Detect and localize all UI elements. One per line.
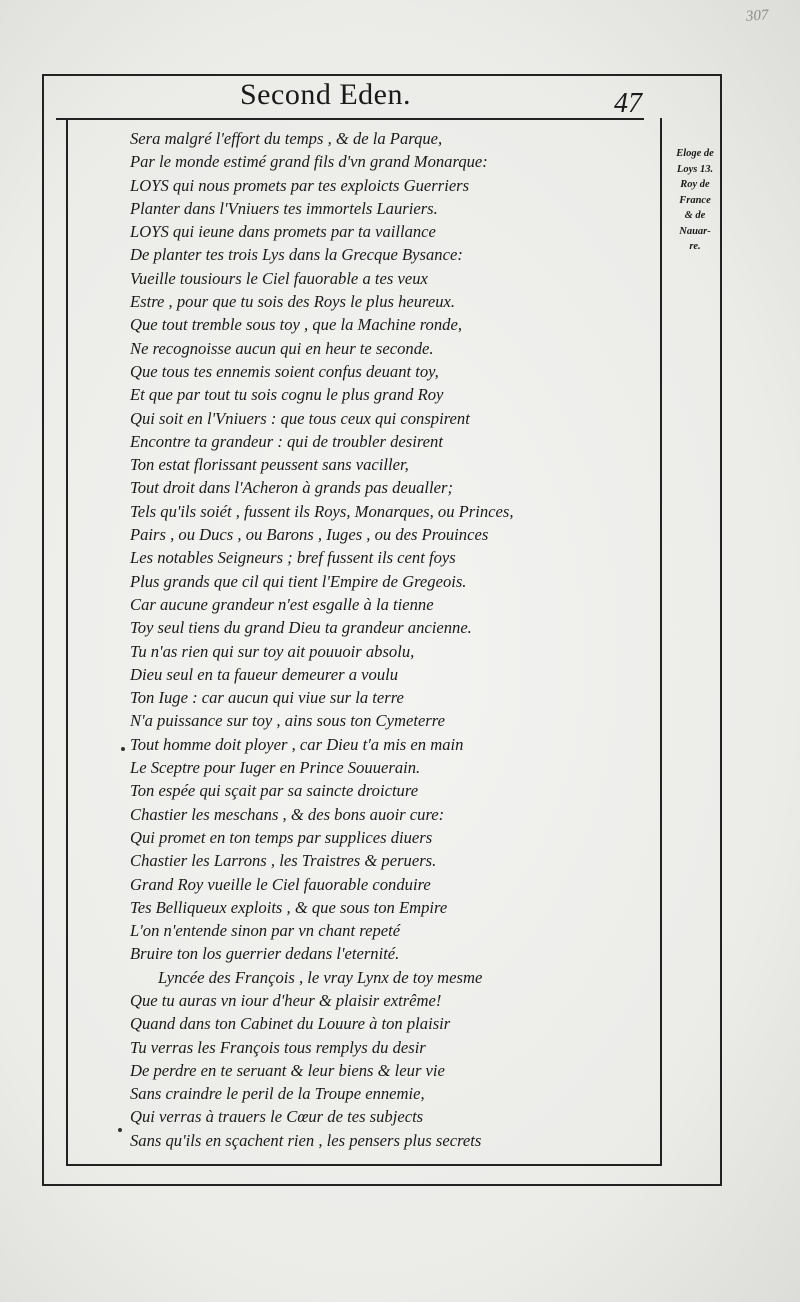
poem-line: Bruire ton los guerrier dedans l'eternité.: [130, 944, 400, 964]
poem-line: Vueille tousiours le Ciel fauorable a tes veux: [130, 268, 428, 288]
poem-line: Le Sceptre pour Iuger en Prince Souuerain.: [130, 758, 421, 778]
margin-note-line: re.: [689, 241, 701, 252]
poem-line: Qui verras à trauers le Cœur de tes subjects: [130, 1107, 424, 1127]
margin-bullet-mark: [118, 1128, 122, 1132]
poem-line: Tout homme doit ployer , car Dieu t'a mis en main: [130, 734, 464, 754]
poem-line: Grand Roy vueille le Ciel fauorable conduire: [130, 874, 431, 894]
poem-line: Chastier les meschans , & des bons auoir cure:: [130, 804, 445, 824]
poem-line: De planter tes trois Lys dans la Grecque Bysance:: [130, 245, 463, 265]
poem-line: Lyncée des François , le vray Lynx de toy mesme: [158, 967, 483, 987]
poem-line: LOYS qui nous promets par tes exploicts Guerriers: [130, 175, 470, 195]
poem-line: Estre , pour que tu sois des Roys le plus heureux.: [130, 292, 456, 312]
poem-line: LOYS qui ieune dans promets par ta vaillance: [130, 222, 436, 242]
poem-line: Tout droit dans l'Acheron à grands pas deualler;: [130, 478, 453, 498]
poem-line: Tes Belliqueux exploits , & que sous ton Empire: [130, 897, 448, 917]
handwritten-folio-number: 307: [745, 7, 769, 25]
poem-line: De perdre en te seruant & leur biens & leur vie: [130, 1060, 445, 1080]
poem-line: Car aucune grandeur n'est esgalle à la tienne: [130, 594, 434, 614]
poem-line: Ne recognoisse aucun qui en heur te seconde.: [130, 338, 434, 358]
poem-line: Plus grands que cil qui tient l'Empire de Gregeois.: [130, 571, 467, 591]
margin-note-line: Loys 13.: [676, 163, 714, 175]
poem-line: L'on n'entende sinon par vn chant repeté: [130, 921, 401, 941]
poem-line: Par le monde estimé grand fils d'vn grand Monarque:: [130, 152, 488, 172]
poem-line: Qui soit en l'Vniuers : que tous ceux qui conspirent: [130, 408, 470, 428]
poem-line: Chastier les Larrons , les Traistres & peruers.: [130, 851, 437, 871]
poem-line: Pairs , ou Ducs , ou Barons , Iuges , ou des Prouinces: [130, 525, 489, 545]
poem-line: Que tous tes ennemis soient confus deuant toy,: [130, 361, 439, 381]
poem-line: Planter dans l'Vniuers tes immortels Lauriers.: [130, 198, 438, 218]
poem-line: Ton estat florissant peussent sans vaciller,: [130, 455, 409, 475]
poem-line: Que tu auras vn iour d'heur & plaisir extrême!: [130, 990, 442, 1010]
margin-note: [667, 146, 723, 255]
margin-note-line: France: [679, 194, 711, 206]
poem-line: Tu verras les François tous remplys du desir: [130, 1037, 426, 1057]
margin-note-line: Eloge de: [676, 148, 714, 159]
poem-line: Qui promet en ton temps par supplices diuers: [130, 827, 433, 847]
poem-line: Toy seul tiens du grand Dieu ta grandeur ancienne.: [130, 618, 472, 638]
poem-line: Encontre ta grandeur : qui de troubler desirent: [130, 431, 443, 451]
margin-note-line: & de: [684, 210, 706, 221]
poem-line: N'a puissance sur toy , ains sous ton Cymeterre: [130, 711, 445, 731]
poem-line: Sans qu'ils en sçachent rien , les pensers plus secrets: [130, 1130, 482, 1150]
poem-line: Sans craindre le peril de la Troupe ennemie,: [130, 1084, 425, 1104]
page-number: 47: [614, 88, 642, 119]
poem-line: Quand dans ton Cabinet du Louure à ton plaisir: [130, 1014, 451, 1034]
poem-line: Sera malgré l'effort du temps , & de la Parque,: [130, 129, 443, 148]
poem-line: Ton Iuge : car aucun qui viue sur la terre: [130, 688, 404, 708]
poem-text: [130, 127, 650, 1152]
margin-note-line: Nauar-: [679, 225, 711, 237]
poem-line: Que tout tremble sous toy , que la Machine ronde,: [130, 315, 462, 335]
margin-bullet-mark: [121, 747, 125, 751]
poem-line: Dieu seul en ta faueur demeurer a voulu: [130, 664, 399, 684]
running-title: Second Eden.: [240, 78, 411, 111]
poem-line: Tu n'as rien qui sur toy ait pouuoir absolu,: [130, 641, 415, 661]
poem-line: Ton espée qui sçait par sa saincte droicture: [130, 781, 419, 801]
margin-note-line: Roy de: [680, 179, 710, 190]
poem-line: Les notables Seigneurs ; bref fussent ils cent foys: [130, 548, 456, 568]
poem-line: Tels qu'ils soiét , fussent ils Roys, Monarques, ou Princes,: [130, 501, 514, 521]
poem-line: Et que par tout tu sois cognu le plus grand Roy: [130, 385, 444, 405]
